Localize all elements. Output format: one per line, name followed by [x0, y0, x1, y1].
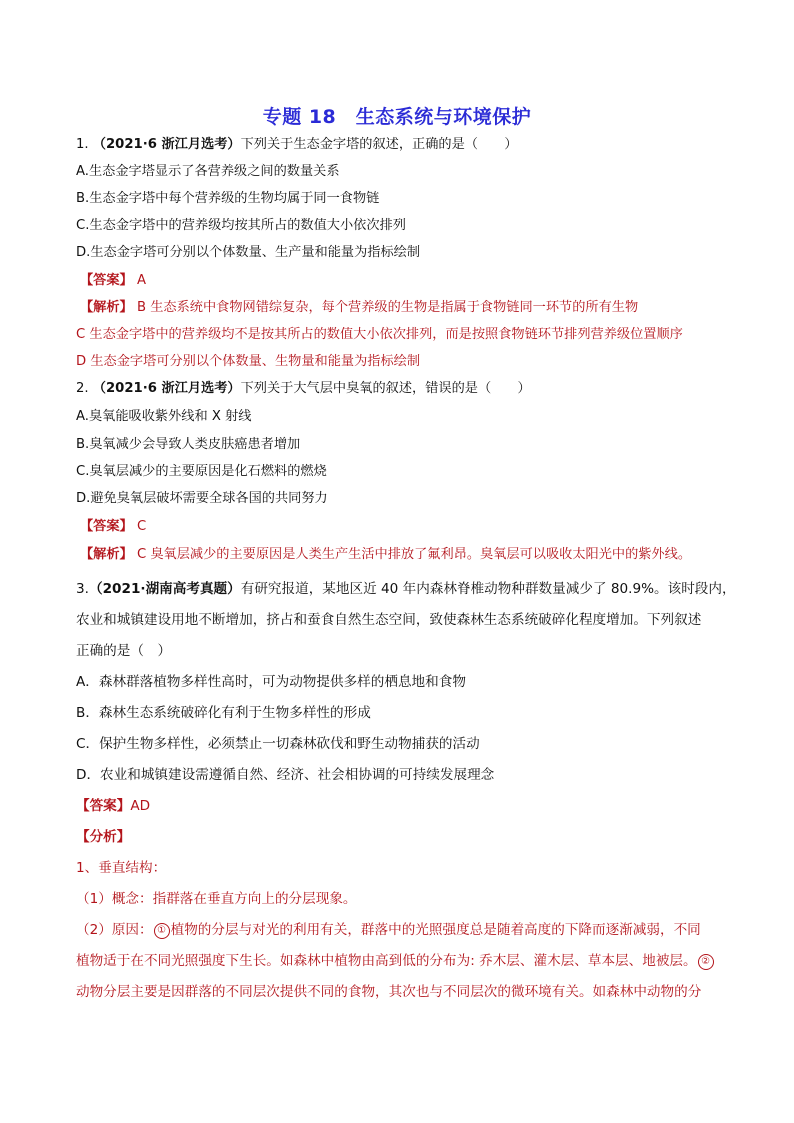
- analysis-text: C 生态金字塔中的营养级均不是按其所占的数值大小依次排列，而是按照食物链环节排列营养级位置顺序: [76, 327, 683, 342]
- analysis-text: C 臭氧层减少的主要原因是人类生产生活中排放了氟利昂。臭氧层可以吸收太阳光中的紫外线。: [136, 547, 692, 562]
- reason-text: 动物分层主要是因群落的不同层次提供不同的食物，其次也与不同层次的微环境有关。如森林中动物的分: [76, 984, 702, 1000]
- reason-text: 植物的分层与对光的利用有关，群落中的光照强度总是随着高度的下降而逐渐减弱，不同: [170, 922, 701, 938]
- option-a: A．森林群落植物多样性高时，可为动物提供多样的栖息地和食物: [76, 674, 466, 690]
- analysis-reason: [76, 921, 701, 939]
- question-text: 正确的是（ ）: [76, 643, 172, 659]
- question-text: 下列关于生态金字塔的叙述，正确的是（ ）: [240, 137, 518, 152]
- answer-line: [80, 518, 146, 536]
- analysis-label: 【解析】: [80, 300, 133, 315]
- page-title: 专题 18 生态系统与环境保护: [262, 106, 532, 128]
- option-c: C．保护生物多样性，必须禁止一切森林砍伐和野生动物捕获的活动: [76, 736, 480, 752]
- answer-value: AD: [130, 798, 151, 814]
- circled-number-2: ②: [698, 954, 714, 970]
- analysis-label: 【分析】: [76, 829, 131, 845]
- option-d: D.避免臭氧层破坏需要全球各国的共同努力: [76, 491, 328, 506]
- answer-value: C: [136, 519, 147, 534]
- option-b: B.生态金字塔中每个营养级的生物均属于同一食物链: [76, 191, 380, 206]
- question-source: （2021·湖南高考真题）: [88, 581, 241, 597]
- answer-label: 【答案】: [76, 798, 131, 814]
- question-1-stem: [76, 136, 518, 154]
- analysis-line: [80, 546, 691, 564]
- reason-text: 植物适于在不同光照强度下生长。如森林中植物由高到低的分布为: 乔木层、灌木层、草本层、地被层。: [76, 953, 697, 969]
- question-3-stem: [76, 580, 736, 598]
- option-c: C.生态金字塔中的营养级均按其所占的数值大小依次排列: [76, 218, 406, 233]
- option-b: B.臭氧减少会导致人类皮肤癌患者增加: [76, 437, 301, 452]
- question-source: （2021·6 浙江月选考）: [92, 137, 241, 152]
- answer-label: 【答案】: [80, 273, 133, 288]
- analysis-label: 【解析】: [80, 547, 133, 562]
- question-source: （2021·6 浙江月选考）: [92, 381, 241, 396]
- answer-value: A: [136, 273, 146, 288]
- analysis-point: 1、垂直结构：: [76, 860, 167, 876]
- question-text: 下列关于大气层中臭氧的叙述，错误的是（ ）: [240, 381, 531, 396]
- answer-label: 【答案】: [80, 519, 133, 534]
- analysis-reason: [76, 952, 715, 970]
- analysis-line: [80, 299, 638, 317]
- question-text: 农业和城镇建设用地不断增加，挤占和蚕食自然生态空间，致使森林生态系统破碎化程度增加。下列叙述: [76, 612, 702, 628]
- question-number: 3.: [76, 581, 89, 597]
- analysis-text: B 生态系统中食物网错综复杂，每个营养级的生物是指属于食物链同一环节的所有生物: [136, 300, 639, 315]
- option-a: A.生态金字塔显示了各营养级之间的数量关系: [76, 164, 340, 179]
- option-c: C.臭氧层减少的主要原因是化石燃料的燃烧: [76, 464, 327, 479]
- reason-label: （2）原因：: [76, 922, 153, 938]
- analysis-text: D 生态金字塔可分别以个体数量、生物量和能量为指标绘制: [76, 354, 421, 369]
- question-2-stem: [76, 380, 531, 398]
- question-number: 1.: [76, 137, 89, 152]
- option-b: B．森林生态系统破碎化有利于生物多样性的形成: [76, 705, 371, 721]
- answer-line: [80, 272, 146, 290]
- circled-number-1: ①: [154, 923, 170, 939]
- analysis-point: （1）概念：指群落在垂直方向上的分层现象。: [76, 891, 357, 907]
- answer-line: [76, 797, 150, 815]
- option-d: D.生态金字塔可分别以个体数量、生产量和能量为指标绘制: [76, 245, 421, 260]
- option-a: A.臭氧能吸收紫外线和 X 射线: [76, 409, 252, 424]
- option-d: D．农业和城镇建设需遵循自然、经济、社会相协调的可持续发展理念: [76, 767, 495, 783]
- question-number: 2.: [76, 381, 89, 396]
- question-text: 有研究报道，某地区近 40 年内森林脊椎动物种群数量减少了 80.9%。该时段内，: [240, 581, 736, 597]
